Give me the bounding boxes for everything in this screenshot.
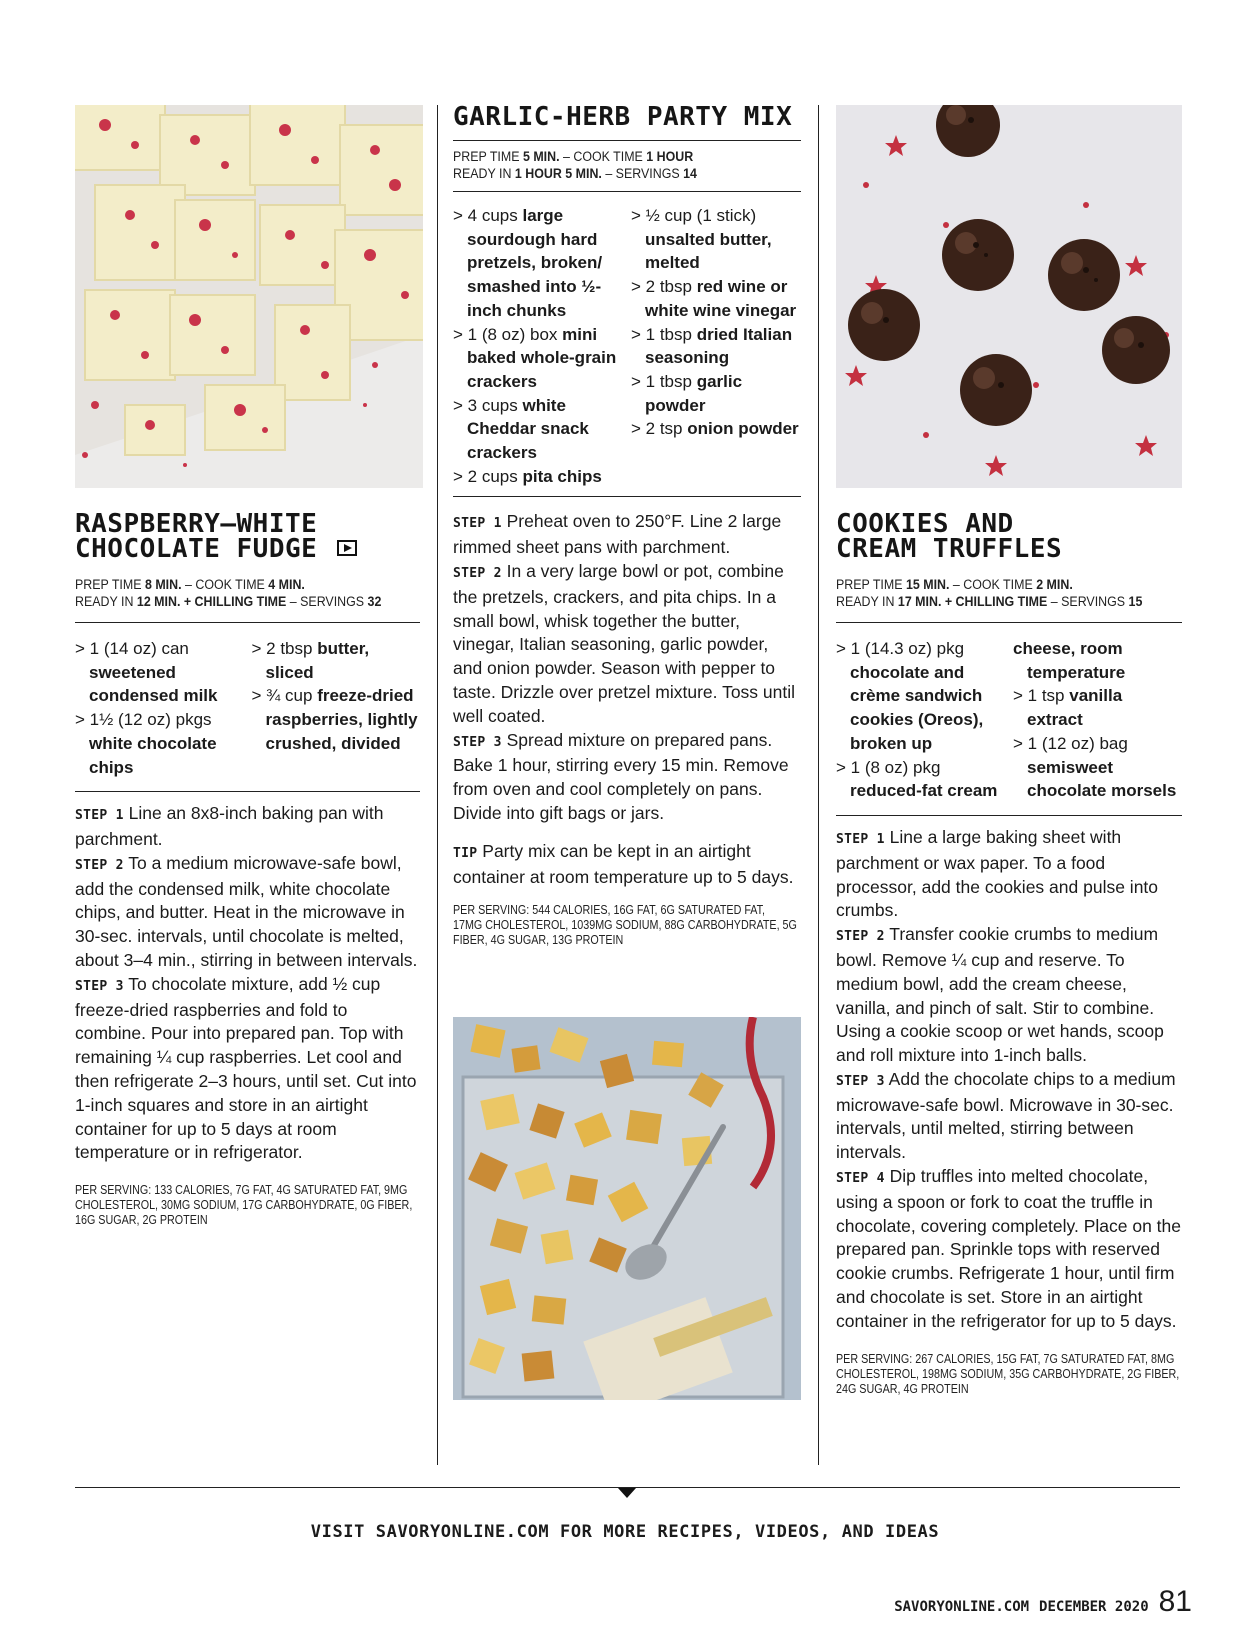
recipe-title <box>836 509 1182 564</box>
step-text: To chocolate mixture, add ½ cup freeze-dried raspberries and fold to combine. Pour into prepared pan. Top with remaining ¼ cup raspberries. Let cool and then refrigerate 2–3 hours, until set. Cut into 1-inch squares and store in an airtight container for up to 5 days at room temperature or in refrigerator. <box>75 973 417 1163</box>
folio-site[interactable]: SAVORYONLINE.COM <box>894 1599 1030 1615</box>
folio-issue: DECEMBER 2020 <box>1039 1599 1149 1615</box>
ingredient-item <box>1013 637 1182 684</box>
ingredient-qty: > 1 tsp <box>1013 686 1070 706</box>
ingredient-name: pita chips <box>522 466 602 486</box>
ingredient-item <box>453 323 623 394</box>
ingredient-name: vanilla extract <box>1027 686 1123 730</box>
ingredient-item <box>75 708 244 779</box>
ingredient-item <box>631 370 801 417</box>
ingredient-qty: > 2 tbsp <box>631 277 697 297</box>
ingredient-item <box>1013 732 1182 803</box>
ingredient-qty: > 2 tsp <box>631 419 688 439</box>
page-number: 81 <box>1158 1585 1192 1618</box>
recipe-meta: PREP TIME 8 MIN. – COOK TIME 4 MIN. READY IN 12 MIN. + CHILLING TIME – SERVINGS 32 <box>75 577 382 609</box>
ingredient-qty: > ½ cup (1 stick) <box>631 206 757 225</box>
step-text: Transfer cookie crumbs to medium bowl. Remove ¼ cup and reserve. To medium bowl, add the cream cheese, vanilla, and pinch of salt. Stir to combine. Using a cookie scoop or wet hands, scoop and roll mixture into 1-inch balls. <box>836 924 1164 1066</box>
ingredient-item <box>836 637 1005 756</box>
ingredient-qty: > 1 (14 oz) can <box>75 639 189 658</box>
divider <box>453 191 801 192</box>
ingredient-name: dried Italian seasoning <box>645 324 793 368</box>
divider <box>75 791 420 792</box>
recipe-step <box>453 560 801 729</box>
ingredient-name: chocolate and crème sandwich cookies (Oreos), broken up <box>850 662 984 753</box>
step-label: STEP 3 <box>453 734 502 750</box>
recipe-meta: PREP TIME 15 MIN. – COOK TIME 2 MIN. READY IN 17 MIN. + CHILLING TIME – SERVINGS 15 <box>836 577 1143 609</box>
recipe-meta: PREP TIME 5 MIN. – COOK TIME 1 HOUR READY IN 1 HOUR 5 MIN. – SERVINGS 14 <box>453 149 697 181</box>
truffles-photo <box>836 105 1182 488</box>
step-label: STEP 2 <box>453 566 502 582</box>
ingredients-left <box>453 204 623 488</box>
ingredient-name: butter, sliced <box>265 639 370 682</box>
ingredients-left <box>75 637 244 779</box>
ingredient-name: reduced-fat cream <box>850 781 998 801</box>
recipe-step <box>836 1165 1182 1334</box>
column-divider <box>818 105 819 1465</box>
tip-label: TIP <box>453 845 478 861</box>
step-text: Spread mixture on prepared pans. Bake 1 hour, stirring every 15 min. Remove from oven and cool completely on pans. Divide into gift bags or jars. <box>453 729 789 823</box>
recipe-step <box>75 802 420 852</box>
ingredient-name: onion powder <box>687 419 799 439</box>
step-text: Line a large baking sheet with parchment or wax paper. To a food processor, add the cookies and pulse into crumbs. <box>836 826 1159 921</box>
step-label: STEP 2 <box>75 857 124 873</box>
visit-banner[interactable]: VISIT SAVORYONLINE.COM FOR MORE RECIPES, VIDEOS, AND IDEAS <box>310 1522 940 1542</box>
ingredients-left <box>836 637 1005 803</box>
step-label: STEP 1 <box>836 831 885 847</box>
step-text: Preheat oven to 250°F. Line 2 large rimmed sheet pans with parchment. <box>453 511 782 558</box>
ingredient-item <box>453 394 623 465</box>
step-label: STEP 1 <box>75 808 124 824</box>
ingredient-qty: > 1 (8 oz) box <box>453 324 563 344</box>
ingredient-qty: > 1 tbsp <box>631 371 697 391</box>
recipe-step <box>836 923 1182 1068</box>
ingredient-qty: > 3 cups <box>453 395 523 415</box>
recipe-title: GARLIC-HERB PARTY MIX <box>453 102 793 132</box>
divider <box>75 622 420 623</box>
title-line: CREAM TRUFFLES <box>836 534 1063 564</box>
ingredient-item <box>836 756 1005 803</box>
ingredients-right <box>631 204 801 488</box>
fudge-photo <box>75 105 423 488</box>
divider <box>453 140 801 141</box>
ingredient-qty: > 2 tbsp <box>251 639 318 658</box>
recipe-tip <box>453 840 801 890</box>
ingredient-name: semisweet chocolate morsels <box>1027 757 1177 801</box>
recipe-steps <box>75 802 420 1165</box>
tip-text: Party mix can be kept in an airtight container at room temperature up to 5 days. <box>453 840 794 887</box>
ingredients <box>453 204 801 488</box>
ingredient-name: white Cheddar snack crackers <box>467 395 589 463</box>
ingredient-item <box>631 204 801 275</box>
recipe-steps <box>836 826 1182 1334</box>
triangle-down-icon <box>618 1488 636 1498</box>
ingredient-item <box>631 417 801 441</box>
divider <box>836 815 1182 816</box>
step-label: STEP 4 <box>836 1171 885 1187</box>
recipe-step <box>836 826 1182 923</box>
recipe-step <box>75 973 420 1165</box>
ingredient-qty: > 2 cups <box>453 466 523 486</box>
play-icon[interactable] <box>337 540 357 556</box>
ingredient-item <box>1013 684 1182 731</box>
step-text: Line an 8x8-inch baking pan with parchment. <box>75 803 384 850</box>
step-text: In a very large bowl or pot, combine the pretzels, crackers, and pita chips. In a small bowl, whisk together the butter, vinegar, Italian seasoning, garlic powder, and onion powder. Season with pepper to taste. Drizzle over pretzel mixture. Toss until well coated. <box>453 561 796 726</box>
ingredients <box>836 637 1182 803</box>
divider <box>836 622 1182 623</box>
party-mix-photo <box>453 1017 801 1400</box>
ingredient-name: cheese, room temperature <box>1013 639 1126 682</box>
ingredient-name: white chocolate chips <box>89 733 217 777</box>
ingredient-qty: > 1½ (12 oz) pkgs <box>75 710 212 730</box>
recipe-step <box>453 729 801 826</box>
ingredient-name: large sourdough hard pretzels, broken/ smashed into ½-inch chunks <box>467 206 603 320</box>
step-text: Dip truffles into melted chocolate, using a spoon or fork to coat the truffle in chocolate, covering completely. Place on the prepared pan. Sprinkle tops with reserved cookie crumbs. Refrigerate 1 hour, until firm and chocolate is set. Store in an airtight container in the refrigerator for up to 5 days. <box>836 1166 1182 1331</box>
recipe-step <box>453 510 801 560</box>
step-label: STEP 3 <box>75 978 124 994</box>
ingredient-qty: > 1 tbsp <box>631 324 697 344</box>
ingredients <box>75 637 420 779</box>
ingredient-qty: > ¾ cup <box>251 686 318 706</box>
ingredient-qty: > 1 (14.3 oz) pkg <box>836 639 965 658</box>
nutrition-info: PER SERVING: 544 CALORIES, 16G FAT, 6G SATURATED FAT, 17MG CHOLESTEROL, 1039MG SODIUM, 88G CARBOHYDRATE, 5G FIBER, 4G SUGAR, 13G PROTEIN <box>453 903 797 948</box>
ingredient-item <box>75 637 244 708</box>
ingredient-name: sweetened condensed milk <box>89 662 218 706</box>
column-divider <box>437 105 438 1465</box>
nutrition-info: PER SERVING: 133 CALORIES, 7G FAT, 4G SATURATED FAT, 9MG CHOLESTEROL, 30MG SODIUM, 17G CARBOHYDRATE, 0G FIBER, 16G SUGAR, 2G PROTEIN <box>75 1183 413 1228</box>
ingredient-name: freeze-dried raspberries, lightly crushed, divided <box>265 686 418 753</box>
step-text: Add the chocolate chips to a medium microwave-safe bowl. Microwave in 30-sec. intervals, until melted, stirring between intervals. <box>836 1068 1176 1163</box>
recipe-steps <box>453 510 801 825</box>
title-line: CHOCOLATE FUDGE <box>75 534 318 564</box>
title-line: COOKIES AND <box>836 509 1014 539</box>
ingredients-right <box>252 637 421 779</box>
step-label: STEP 1 <box>453 516 502 532</box>
ingredients-right <box>1013 637 1182 803</box>
ingredient-name: unsalted butter, melted <box>645 229 772 273</box>
recipe-title <box>75 509 420 564</box>
recipe-step <box>836 1068 1182 1165</box>
ingredient-name: mini baked whole-grain crackers <box>467 324 617 391</box>
ingredient-item <box>252 637 421 684</box>
title-line: RASPBERRY–WHITE <box>75 509 318 539</box>
step-label: STEP 2 <box>836 929 885 945</box>
ingredient-item <box>252 684 421 755</box>
ingredient-item <box>631 323 801 370</box>
step-label: STEP 3 <box>836 1073 885 1089</box>
ingredient-name: garlic powder <box>645 371 743 415</box>
ingredient-item <box>631 275 801 322</box>
ingredient-qty: > 1 (8 oz) pkg <box>836 757 941 777</box>
ingredient-item <box>453 204 623 323</box>
nutrition-info: PER SERVING: 267 CALORIES, 15G FAT, 7G SATURATED FAT, 8MG CHOLESTEROL, 198MG SODIUM, 35G CARBOHYDRATE, 2G FIBER, 24G SUGAR, 4G PROTEIN <box>836 1351 1180 1396</box>
page-folio <box>894 1585 1192 1619</box>
ingredient-item <box>453 465 623 489</box>
ingredient-qty: > 1 (12 oz) bag <box>1013 733 1128 753</box>
divider <box>453 496 801 497</box>
step-text: To a medium microwave-safe bowl, add the condensed milk, white chocolate chips, and butter. Heat in the microwave in 30-sec. intervals, until chocolate is melted, about 3–4 min., stirring in between intervals. <box>75 852 418 970</box>
ingredient-name: red wine or white wine vinegar <box>645 277 797 320</box>
ingredient-qty: > 4 cups <box>453 206 523 225</box>
recipe-step <box>75 852 420 973</box>
